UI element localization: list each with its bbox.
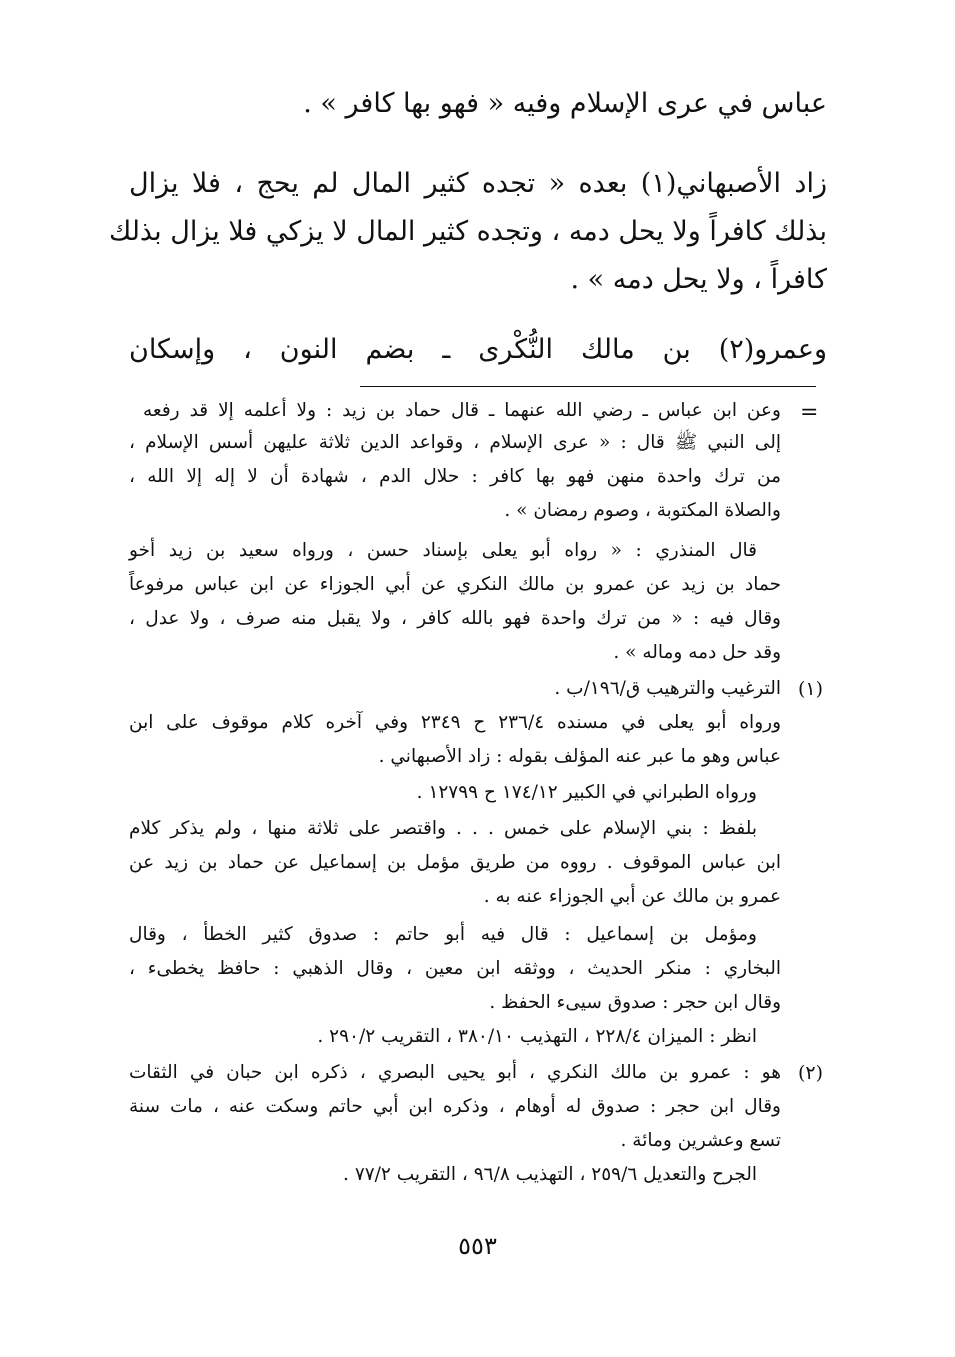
footnote-1-marker: (١) — [798, 678, 824, 700]
footnote-1-line: انظر : الميزان ٢٢٨/٤ ، التهذيب ٣٨٠/١٠ ، التقريب ٢٩٠/٢ . — [317, 1026, 757, 1047]
continued-note-line: وقال فيه : « من ترك واحدة فهو بالله كافر ، ولا يقبل منه صرف ، ولا عدل ، — [129, 608, 781, 629]
footnote-2-line: الجرح والتعديل ٢٥٩/٦ ، التهذيب ٩٦/٨ ، التقريب ٧٧/٢ . — [343, 1164, 757, 1185]
footnote-1-line: ومؤمل بن إسماعيل : قال فيه أبو حاتم : صدوق كثير الخطأ ، وقال — [129, 924, 757, 945]
continued-note-line: قال المنذري : « رواه أبو يعلى بإسناد حسن ، ورواه سعيد بن زيد أخو — [129, 540, 757, 561]
footnote-1-line: بلفظ : بني الإسلام على خمس . . . واقتصر على ثلاثة منها ، ولم يذكر كلام — [129, 818, 757, 839]
main-text-line: بذلك كافراً ولا يحل دمه ، وتجده كثير المال لا يزكي فلا يزال بذلك — [108, 216, 827, 247]
main-text-line: زاد الأصبهاني(١) بعده « تجده كثير المال لم يحج ، فلا يزال — [129, 168, 827, 199]
continued-note-line: وعن ابن عباس ـ رضي الله عنهما ـ قال حماد بن زيد : ولا أعلمه إلا قد رفعه — [143, 400, 781, 421]
main-text-line: كافراً ، ولا يحل دمه » . — [570, 264, 827, 295]
continued-note-line: حماد بن زيد عن عمرو بن مالك النكري عن أبي الجوزاء عن ابن عباس مرفوعاً — [129, 574, 781, 595]
continued-note-line: وقد حل دمه وماله » . — [613, 642, 781, 663]
footnote-1-line: وقال ابن حجر : صدوق سيىء الحفظ . — [489, 992, 781, 1013]
footnote-1-line: ورواه أبو يعلى في مسنده ٢٣٦/٤ ح ٢٣٤٩ وفي آخره كلام موقوف على ابن — [129, 712, 781, 733]
page-number: ٥٥٣ — [458, 1232, 497, 1260]
footnote-separator — [360, 386, 816, 387]
footnote-1-line: ابن عباس الموقوف . رووه من طريق مؤمل بن إسماعيل عن حماد بن زيد عن — [129, 852, 781, 873]
footnote-1-line: ورواه الطبراني في الكبير ١٧٤/١٢ ح ١٢٧٩٩ . — [416, 782, 757, 803]
continued-note-line: إلى النبي ﷺ قال : « عرى الإسلام ، وقواعد الدين ثلاثة عليهن أسس الإسلام ، — [129, 432, 781, 453]
main-text-line: وعمرو(٢) بن مالك النُّكْرى ـ بضم النون ، وإسكان — [129, 334, 827, 365]
footnote-2-line: تسع وعشرين ومائة . — [620, 1130, 781, 1151]
footnote-2-line: وقال ابن حجر : صدوق له أوهام ، وذكره ابن أبي حاتم وسكت عنه ، مات سنة — [129, 1096, 781, 1117]
footnote-1-line: عباس وهو ما عبر عنه المؤلف بقوله : زاد الأصبهاني . — [378, 746, 781, 767]
footnote-2-line: هو : عمرو بن مالك النكري ، أبو يحيى البصري ، ذكره ابن حبان في الثقات — [129, 1062, 781, 1083]
continuation-marker: = — [800, 400, 819, 425]
footnote-1-line: عمرو بن مالك عن أبي الجوزاء عنه به . — [483, 886, 781, 907]
footnote-2-marker: (٢) — [798, 1062, 824, 1084]
continued-note-line: من ترك واحدة منهن فهو بها كافر : حلال الدم ، شهادة أن لا إله إلا الله ، — [129, 466, 781, 487]
main-text-line: عباس في عرى الإسلام وفيه « فهو بها كافر » . — [303, 88, 827, 119]
footnote-1-line: الترغيب والترهيب ق/١٩٦/ب . — [554, 678, 781, 699]
footnote-1-line: البخاري : منكر الحديث ، ووثقه ابن معين ، وقال الذهبي : حافظ يخطىء ، — [129, 958, 781, 979]
continued-note-line: والصلاة المكتوبة ، وصوم رمضان » . — [504, 500, 781, 521]
